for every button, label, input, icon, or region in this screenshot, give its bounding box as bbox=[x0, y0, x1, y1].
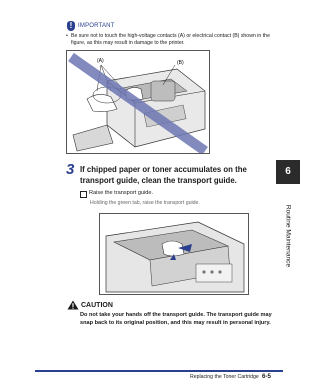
step-heading: If chipped paper or toner accumulates on the transport guide, clean the transport guide. bbox=[80, 165, 247, 185]
page-number: 6-5 bbox=[262, 373, 271, 380]
footer-rule bbox=[35, 370, 283, 372]
footer-section: Replacing the Toner Cartridge bbox=[190, 374, 259, 380]
bullet-marker: • bbox=[66, 33, 68, 39]
caution-text: Do not take your hands off the transport guide. The transport guide may snap back to its original position, and this may result in personal injury. bbox=[80, 312, 272, 326]
sub-step-hint: Holding the green tab, raise the transport guide. bbox=[90, 200, 200, 206]
label-a: (A) bbox=[97, 58, 104, 64]
important-bullet bbox=[66, 33, 274, 47]
important-bullet-text: Be sure not to touch the high-voltage contacts (A) or electrical contact (B) shown in the figure, as this may result in damage to the printer. bbox=[71, 33, 270, 46]
caution-icon bbox=[67, 300, 79, 310]
contacts-illustration bbox=[66, 50, 210, 154]
checkbox-icon bbox=[80, 191, 87, 198]
transport-guide-drawing bbox=[100, 214, 248, 294]
caution-title: CAUTION bbox=[81, 302, 113, 309]
transport-guide-illustration bbox=[99, 213, 249, 295]
chapter-label bbox=[271, 186, 305, 286]
label-b: (B) bbox=[177, 60, 184, 66]
chapter-label-text: Routine Maintenance bbox=[284, 204, 292, 268]
important-title: IMPORTANT bbox=[78, 23, 115, 29]
sub-step-text: Raise the transport guide. bbox=[89, 190, 154, 196]
important-icon bbox=[67, 21, 75, 31]
printer-contacts-drawing bbox=[67, 51, 209, 153]
chapter-tab: 6 bbox=[276, 160, 300, 184]
step-number: 3 bbox=[66, 161, 75, 178]
